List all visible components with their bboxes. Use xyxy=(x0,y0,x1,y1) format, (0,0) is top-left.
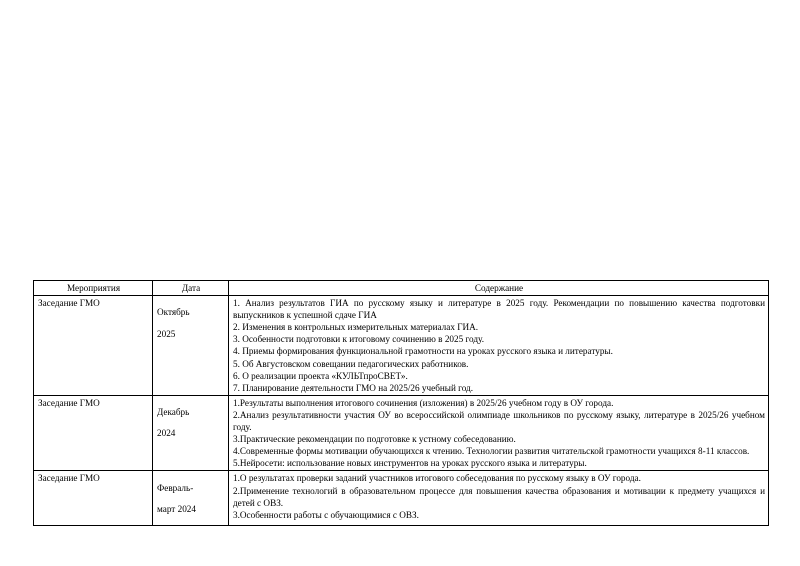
cell-content xyxy=(229,296,769,396)
date-line: Октябрь xyxy=(157,307,190,318)
schedule-table xyxy=(33,280,769,526)
column-header-date: Дата xyxy=(153,281,229,296)
date-line: Февраль- xyxy=(157,482,194,493)
column-header-event: Мероприятия xyxy=(34,281,153,296)
content-item: 4.Современные формы мотивации обучающихся к чтению. Технологии развития читательской грамотности учащихся 8-11 классов. xyxy=(233,446,750,457)
cell-event: Заседание ГМО xyxy=(34,296,153,396)
content-item: 3. Особенности подготовки к итоговому сочинению в 2025 году. xyxy=(233,334,484,345)
cell-date xyxy=(153,395,229,471)
content-item: 1.О результатах проверки заданий участников итогового собеседования по русскому языку в ОУ города. xyxy=(233,473,641,484)
date-line: март 2024 xyxy=(157,503,196,514)
date-line: 2024 xyxy=(157,428,176,439)
content-item: 3.Практические рекомендации по подготовке к устному собеседованию. xyxy=(233,434,516,445)
cell-content xyxy=(229,471,769,526)
content-item: 6. О реализации проекта «КУЛЬТпроСВЕТ». xyxy=(233,370,408,381)
cell-date xyxy=(153,296,229,396)
cell-content xyxy=(229,395,769,471)
column-header-content: Содержание xyxy=(229,281,769,296)
table-body xyxy=(34,296,769,526)
content-item: 1.Результаты выполнения итогового сочинения (изложения) в 2025/26 учебном году в ОУ города. xyxy=(233,397,614,408)
content-item: 3.Особенности работы с обучающимися с ОВЗ. xyxy=(233,509,419,520)
date-line: 2025 xyxy=(157,328,176,339)
table-row xyxy=(34,471,769,526)
content-item: 5.Нейросети: использование новых инструментов на уроках русского языка и литературы. xyxy=(233,458,587,469)
content-item: 2.Анализ результативности участия ОУ во всероссийской олимпиаде школьников по русскому языку, литературе в 2025/26 учебном году. xyxy=(233,409,765,433)
content-item: 4. Приемы формирования функциональной грамотности на уроках русского языка и литературы. xyxy=(233,346,613,357)
content-item: 2. Изменения в контрольных измерительных материалах ГИА. xyxy=(233,322,479,333)
table-header xyxy=(34,281,769,296)
table-header-row xyxy=(34,281,769,296)
content-item: 1. Анализ результатов ГИА по русскому языку и литературе в 2025 году. Рекомендации по повышению качества подготовки выпускников к успешной сдаче ГИА xyxy=(233,298,765,321)
table-row xyxy=(34,395,769,471)
content-item: 2.Применение технологий в образовательном процессе для повышения качества образования и мотивации к предмету учащихся и детей с ОВЗ. xyxy=(233,485,765,508)
content-item: 7. Планирование деятельности ГМО на 2025/26 учебный год. xyxy=(233,382,474,393)
content-item: 5. Об Августовском совещании педагогических работников. xyxy=(233,358,469,369)
cell-event: Заседание ГМО xyxy=(34,471,153,526)
table-row xyxy=(34,296,769,396)
cell-event: Заседание ГМО xyxy=(34,395,153,471)
cell-date xyxy=(153,471,229,526)
date-line: Декабрь xyxy=(157,407,190,418)
